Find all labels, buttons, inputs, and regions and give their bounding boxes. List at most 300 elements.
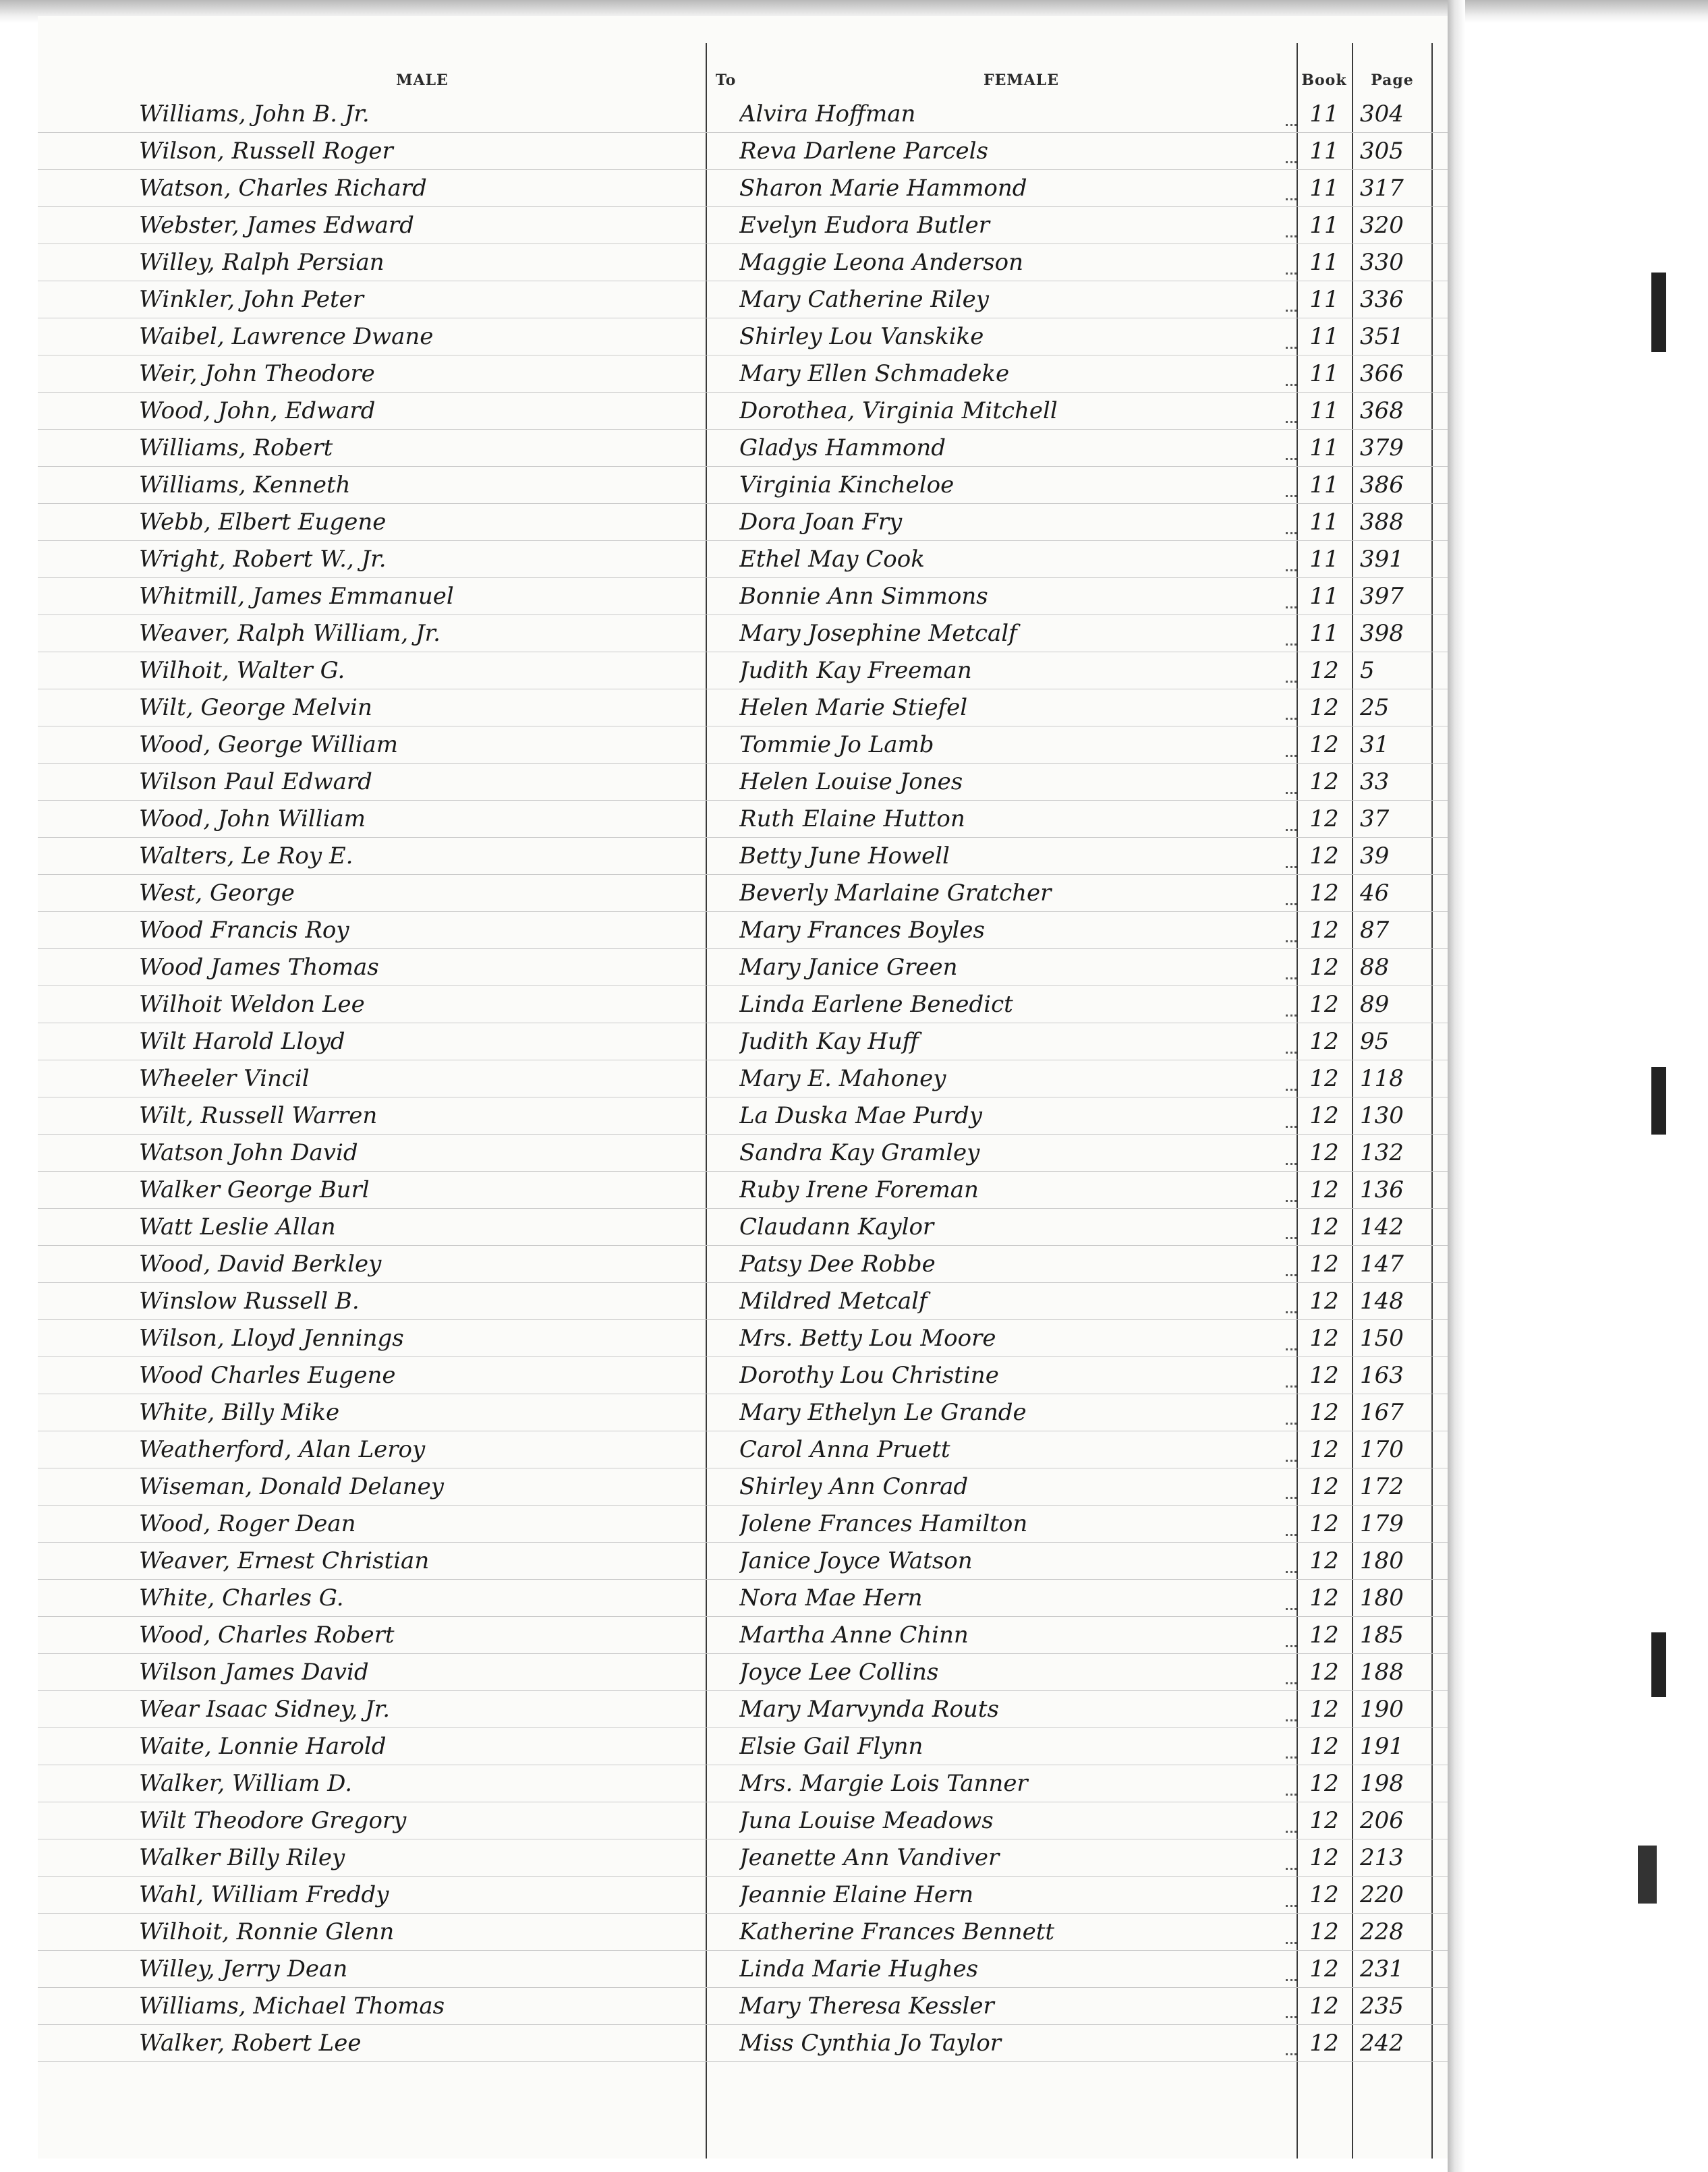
female-name: Judith Kay Huff [739,1028,919,1055]
book-number: 11 [1309,286,1339,313]
list-item [38,318,1448,355]
male-name: Wheeler Vincil [139,1065,310,1092]
male-name: Whitmill, James Emmanuel [139,583,454,610]
book-number: 12 [1309,1028,1339,1055]
female-name: Patsy Dee Robbe [739,1251,936,1278]
list-item [38,393,1448,430]
female-name: Mary Josephine Metcalf [739,620,1017,647]
page-number: 242 [1360,2030,1404,2057]
book-number: 12 [1309,1436,1339,1463]
leader-dots [1286,715,1297,720]
male-name: Walker George Burl [139,1176,370,1203]
female-name: Mary Theresa Kessler [739,1993,994,2020]
leader-dots [1286,1680,1297,1684]
list-item [38,1357,1448,1394]
page-number: 39 [1360,842,1390,869]
list-item [38,875,1448,912]
female-name: Mary Ellen Schmadeke [739,360,1010,387]
leader-dots [1286,1828,1297,1833]
leader-dots [1286,826,1297,831]
page-number: 142 [1360,1213,1404,1240]
female-name: Ruth Elaine Hutton [739,805,965,832]
book-number: 11 [1309,509,1339,536]
female-name: Beverly Marlaine Gratcher [739,880,1052,907]
female-name: Bonnie Ann Simmons [739,583,988,610]
leader-dots [1286,1976,1297,1981]
leader-dots [1286,1012,1297,1017]
list-item [38,1765,1448,1802]
female-name: Virginia Kincheloe [739,471,955,498]
book-number: 12 [1309,1659,1339,1686]
female-name: Judith Kay Freeman [739,657,972,684]
page-number: 167 [1360,1399,1404,1426]
book-number: 12 [1309,1325,1339,1352]
male-name: Wilt Harold Lloyd [139,1028,345,1055]
male-name: Wood James Thomas [139,954,379,981]
male-name: Wahl, William Freddy [139,1881,389,1908]
list-item [38,467,1448,504]
list-item [38,1097,1448,1135]
page-number: 46 [1360,880,1390,907]
page-number: 188 [1360,1659,1404,1686]
book-number: 12 [1309,954,1339,981]
leader-dots [1286,233,1297,237]
book-number: 12 [1309,1918,1339,1945]
leader-dots [1286,1346,1297,1350]
book-number: 12 [1309,1993,1339,2020]
page-number: 25 [1360,694,1390,721]
book-number: 12 [1309,1955,1339,1982]
list-item [38,1914,1448,1951]
female-name: Sharon Marie Hammond [739,175,1027,202]
female-name: Mildred Metcalf [739,1288,928,1315]
list-item [38,1394,1448,1431]
page-number: 398 [1360,620,1404,647]
female-name: Shirley Ann Conrad [739,1473,969,1500]
list-item [38,244,1448,281]
female-name: Maggie Leona Anderson [739,249,1023,276]
list-item [38,133,1448,170]
female-name: Reva Darlene Parcels [739,138,988,165]
book-number: 12 [1309,657,1339,684]
female-name: Claudann Kaylor [739,1213,934,1240]
female-name: Tommie Jo Lamb [739,731,934,758]
book-number: 12 [1309,768,1339,795]
male-name: Wood Charles Eugene [139,1362,396,1389]
page-number: 304 [1360,101,1404,127]
leader-dots [1286,1123,1297,1128]
leader-dots [1286,1160,1297,1165]
male-name: Wood Francis Roy [139,917,349,944]
leader-dots [1286,1717,1297,1721]
leader-dots [1286,1234,1297,1239]
binder-hole-mark [1651,273,1666,352]
book-number: 12 [1309,1102,1339,1129]
page-number: 185 [1360,1622,1404,1649]
leader-dots [1286,455,1297,460]
leader-dots [1286,1383,1297,1388]
page-number: 198 [1360,1770,1404,1797]
list-item [38,2025,1448,2062]
book-number: 11 [1309,323,1339,350]
female-name: Linda Marie Hughes [739,1955,979,1982]
female-name: Mary Frances Boyles [739,917,985,944]
leader-dots [1286,1791,1297,1796]
list-item [38,1431,1448,1468]
female-name: Helen Louise Jones [739,768,963,795]
list-item [38,1802,1448,1839]
list-item [38,1617,1448,1654]
leader-dots [1286,641,1297,646]
male-name: Watt Leslie Allan [139,1213,336,1240]
page-number: 95 [1360,1028,1390,1055]
page-number: 132 [1360,1139,1404,1166]
female-name: Linda Earlene Benedict [739,991,1013,1018]
female-name: Mrs. Betty Lou Moore [739,1325,996,1352]
male-name: Wilson Paul Edward [139,768,372,795]
book-number: 12 [1309,1399,1339,1426]
female-name: La Duska Mae Purdy [739,1102,982,1129]
book-number: 11 [1309,471,1339,498]
male-name: Wood, John William [139,805,366,832]
male-name: Watson, Charles Richard [139,175,427,202]
list-item [38,764,1448,801]
female-name: Elsie Gail Flynn [739,1733,923,1760]
list-item [38,1988,1448,2025]
female-name: Jeanette Ann Vandiver [739,1844,1000,1871]
list-item [38,949,1448,986]
leader-dots [1286,1939,1297,1944]
male-name: Webster, James Edward [139,212,414,239]
male-name: Wilson James David [139,1659,369,1686]
male-name: Wilson, Russell Roger [139,138,393,165]
list-item [38,541,1448,578]
page-number: 388 [1360,509,1404,536]
book-number: 11 [1309,138,1339,165]
female-name: Joyce Lee Collins [739,1659,939,1686]
page-number: 336 [1360,286,1404,313]
male-name: White, Billy Mike [139,1399,340,1426]
page-number: 379 [1360,434,1404,461]
book-number: 12 [1309,1065,1339,1092]
header-male: MALE [396,72,449,89]
list-item [38,986,1448,1023]
male-name: Walters, Le Roy E. [139,842,353,869]
header-to: To [715,72,737,89]
male-name: Webb, Elbert Eugene [139,509,387,536]
binder-hole-mark [1651,1632,1666,1697]
leader-dots [1286,2013,1297,2018]
list-item [38,430,1448,467]
leader-dots [1286,1865,1297,1870]
female-name: Mrs. Margie Lois Tanner [739,1770,1028,1797]
leader-dots [1286,121,1297,126]
page-number: 220 [1360,1881,1404,1908]
binder-hole-mark [1638,1846,1657,1904]
male-name: White, Charles G. [139,1584,344,1611]
list-item [38,281,1448,318]
leader-dots [1286,1494,1297,1499]
male-name: Winkler, John Peter [139,286,364,313]
header-book: Book [1301,72,1347,89]
female-name: Nora Mae Hern [739,1584,923,1611]
page-number: 330 [1360,249,1404,276]
book-number: 12 [1309,1139,1339,1166]
page-number: 190 [1360,1696,1404,1723]
male-name: Wood, Charles Robert [139,1622,395,1649]
male-name: Wilt, George Melvin [139,694,372,721]
female-name: Alvira Hoffman [739,101,916,127]
book-number: 12 [1309,1288,1339,1315]
page-number: 31 [1360,731,1390,758]
page-number: 235 [1360,1993,1404,2020]
list-item [38,652,1448,689]
list-item [38,912,1448,949]
leader-dots [1286,1086,1297,1091]
page-number: 179 [1360,1510,1404,1537]
leader-dots [1286,1271,1297,1276]
list-item [38,726,1448,764]
book-number: 12 [1309,880,1339,907]
list-item [38,1951,1448,1988]
female-name: Gladys Hammond [739,434,946,461]
book-number: 11 [1309,583,1339,610]
leader-dots [1286,604,1297,608]
leader-dots [1286,975,1297,979]
page-edge-shadow [1448,0,1465,2172]
page-number: 368 [1360,397,1404,424]
leader-dots [1286,752,1297,757]
book-number: 12 [1309,1622,1339,1649]
male-name: Wear Isaac Sidney, Jr. [139,1696,391,1723]
male-name: Wood, George William [139,731,399,758]
book-number: 12 [1309,731,1339,758]
page-number: 213 [1360,1844,1404,1871]
female-name: Jeannie Elaine Hern [739,1881,974,1908]
male-name: Walker Billy Riley [139,1844,345,1871]
leader-dots [1286,381,1297,386]
book-number: 12 [1309,1733,1339,1760]
page-number: 148 [1360,1288,1404,1315]
list-item [38,207,1448,244]
female-name: Sandra Kay Gramley [739,1139,980,1166]
book-number: 12 [1309,1770,1339,1797]
female-name: Janice Joyce Watson [739,1547,973,1574]
book-number: 12 [1309,2030,1339,2057]
male-name: Wilhoit, Ronnie Glenn [139,1918,395,1945]
entries-list [38,96,1448,2062]
leader-dots [1286,1605,1297,1610]
list-item [38,578,1448,615]
female-name: Evelyn Eudora Butler [739,212,990,239]
page-number: 136 [1360,1176,1404,1203]
list-item [38,1543,1448,1580]
book-number: 12 [1309,1176,1339,1203]
leader-dots [1286,492,1297,497]
female-name: Dora Joan Fry [739,509,903,536]
page-number: 305 [1360,138,1404,165]
male-name: Weatherford, Alan Leroy [139,1436,426,1463]
book-number: 11 [1309,360,1339,387]
book-number: 12 [1309,1547,1339,1574]
book-number: 11 [1309,546,1339,573]
male-name: Weir, John Theodore [139,360,375,387]
page-number: 163 [1360,1362,1404,1389]
male-name: Walker, William D. [139,1770,353,1797]
page-number: 89 [1360,991,1390,1018]
female-name: Mary Janice Green [739,954,958,981]
leader-dots [1286,159,1297,163]
book-number: 12 [1309,1696,1339,1723]
leader-dots [1286,1531,1297,1536]
leader-dots [1286,1642,1297,1647]
page-number: 37 [1360,805,1390,832]
leader-dots [1286,1902,1297,1907]
female-name: Katherine Frances Bennett [739,1918,1055,1945]
book-number: 12 [1309,805,1339,832]
page-number: 228 [1360,1918,1404,1945]
female-name: Helen Marie Stiefel [739,694,968,721]
book-number: 11 [1309,397,1339,424]
leader-dots [1286,1197,1297,1202]
male-name: Willey, Ralph Persian [139,249,385,276]
page-number: 191 [1360,1733,1404,1760]
male-name: Williams, Kenneth [139,471,351,498]
book-number: 12 [1309,1584,1339,1611]
list-item [38,615,1448,652]
leader-dots [1286,1420,1297,1425]
list-item [38,1135,1448,1172]
list-item [38,1172,1448,1209]
leader-dots [1286,901,1297,905]
book-number: 12 [1309,1844,1339,1871]
leader-dots [1286,1309,1297,1313]
list-item [38,1506,1448,1543]
female-name: Dorothea, Virginia Mitchell [739,397,1058,424]
page-number: 150 [1360,1325,1404,1352]
female-name: Martha Anne Chinn [739,1622,969,1649]
book-number: 12 [1309,1213,1339,1240]
male-name: Wood, David Berkley [139,1251,382,1278]
book-number: 12 [1309,1807,1339,1834]
page-number: 147 [1360,1251,1404,1278]
female-name: Mary Marvynda Routs [739,1696,999,1723]
list-item [38,1060,1448,1097]
female-name: Mary E. Mahoney [739,1065,946,1092]
book-number: 11 [1309,434,1339,461]
male-name: Williams, Michael Thomas [139,1993,445,2020]
list-item [38,504,1448,541]
book-number: 12 [1309,1251,1339,1278]
male-name: Wood, John, Edward [139,397,376,424]
leader-dots [1286,1568,1297,1573]
list-item [38,170,1448,207]
list-item [38,1468,1448,1506]
male-name: Williams, John B. Jr. [139,101,370,127]
male-name: Willey, Jerry Dean [139,1955,348,1982]
book-number: 11 [1309,175,1339,202]
female-name: Ethel May Cook [739,546,925,573]
book-number: 12 [1309,1473,1339,1500]
male-name: Waibel, Lawrence Dwane [139,323,434,350]
leader-dots [1286,418,1297,423]
page-number: 172 [1360,1473,1404,1500]
male-name: Weaver, Ernest Christian [139,1547,430,1574]
page-number: 118 [1360,1065,1404,1092]
leader-dots [1286,938,1297,942]
book-number: 11 [1309,249,1339,276]
page-number: 206 [1360,1807,1404,1834]
list-item [38,1246,1448,1283]
page-number: 180 [1360,1584,1404,1611]
leader-dots [1286,307,1297,312]
list-item [38,1691,1448,1728]
male-name: Wood, Roger Dean [139,1510,356,1537]
list-item [38,689,1448,726]
page-number: 5 [1360,657,1375,684]
male-name: Wilson, Lloyd Jennings [139,1325,404,1352]
page-number: 180 [1360,1547,1404,1574]
page-number: 366 [1360,360,1404,387]
male-name: Wright, Robert W., Jr. [139,546,387,573]
male-name: Wilhoit Weldon Lee [139,991,365,1018]
page-number: 231 [1360,1955,1404,1982]
page-number: 88 [1360,954,1390,981]
page-number: 397 [1360,583,1404,610]
leader-dots [1286,1754,1297,1759]
female-name: Betty June Howell [739,842,950,869]
page-number: 351 [1360,323,1404,350]
list-item [38,1728,1448,1765]
page-number: 130 [1360,1102,1404,1129]
male-name: Watson John David [139,1139,358,1166]
list-item [38,838,1448,875]
list-item [38,355,1448,393]
list-item [38,1209,1448,1246]
leader-dots [1286,344,1297,349]
list-item [38,1320,1448,1357]
female-name: Dorothy Lou Christine [739,1362,999,1389]
leader-dots [1286,789,1297,794]
list-item [38,1877,1448,1914]
male-name: Wilhoit, Walter G. [139,657,345,684]
female-name: Miss Cynthia Jo Taylor [739,2030,1002,2057]
book-number: 12 [1309,1510,1339,1537]
female-name: Mary Catherine Riley [739,286,989,313]
book-number: 12 [1309,917,1339,944]
male-name: Wiseman, Donald Delaney [139,1473,444,1500]
list-item [38,1839,1448,1877]
male-name: Wilt Theodore Gregory [139,1807,407,1834]
page-number: 317 [1360,175,1404,202]
page-number: 87 [1360,917,1390,944]
header-female: FEMALE [983,72,1060,89]
male-name: Weaver, Ralph William, Jr. [139,620,440,647]
male-name: Wilt, Russell Warren [139,1102,378,1129]
page-number: 170 [1360,1436,1404,1463]
male-name: Waite, Lonnie Harold [139,1733,387,1760]
leader-dots [1286,2051,1297,2055]
page-number: 391 [1360,546,1404,573]
male-name: Walker, Robert Lee [139,2030,362,2057]
leader-dots [1286,567,1297,571]
leader-dots [1286,863,1297,868]
female-name: Ruby Irene Foreman [739,1176,979,1203]
leader-dots [1286,1049,1297,1054]
leader-dots [1286,530,1297,534]
book-number: 12 [1309,694,1339,721]
book-number: 11 [1309,212,1339,239]
